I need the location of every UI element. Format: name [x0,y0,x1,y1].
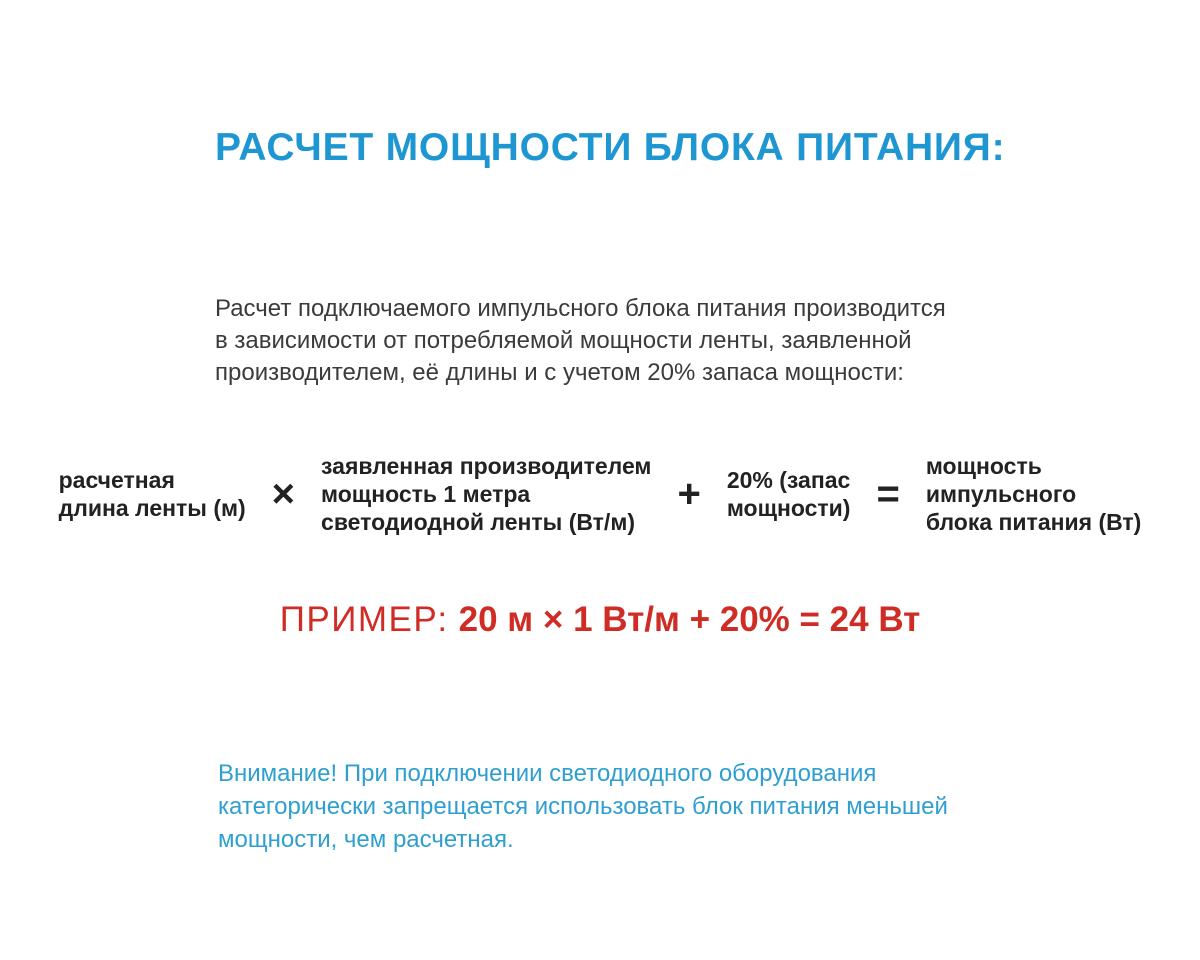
warning-paragraph [218,757,948,856]
formula-term-strip-length [59,466,246,522]
plus-operator: + [677,472,701,516]
example-line [0,600,1200,640]
intro-line: в зависимости от потребляемой мощности ленты, заявленной [215,327,912,354]
warning-line: Внимание! При подключении светодиодного оборудования [218,760,877,787]
formula-term-psu-power [926,452,1142,536]
term-line: мощности) [726,495,851,521]
intro-line: производителем, её длины и с учетом 20% запаса мощности: [215,359,904,386]
warning-line: категорически запрещается использовать блок питания меньшей [218,793,948,820]
term-line: 20% (запас [726,467,851,493]
formula-term-watts-per-meter [321,452,651,536]
intro-paragraph [215,293,946,389]
warning-line: мощности, чем расчетная. [218,826,514,853]
term-line: блока питания (Вт) [925,509,1142,535]
example-label: ПРИМЕР: [279,600,449,639]
equals-operator: = [876,472,900,516]
power-formula [0,446,1200,542]
page-title: РАСЧЕТ МОЩНОСТИ БЛОКА ПИТАНИЯ: [215,126,1006,169]
term-line: мощность 1 метра [321,481,531,507]
formula-term-power-reserve [727,466,851,522]
term-line: заявленная производителем [321,453,652,479]
term-line: мощность [925,453,1042,479]
intro-line: Расчет подключаемого импульсного блока питания производится [215,295,946,322]
term-line: светодиодной ленты (Вт/м) [321,509,635,535]
term-line: импульсного [925,481,1077,507]
term-line: расчетная [58,467,175,493]
multiply-operator: × [271,472,296,516]
example-expression: 20 м × 1 Вт/м + 20% = 24 Вт [458,600,921,639]
term-line: длина ленты (м) [58,495,246,521]
